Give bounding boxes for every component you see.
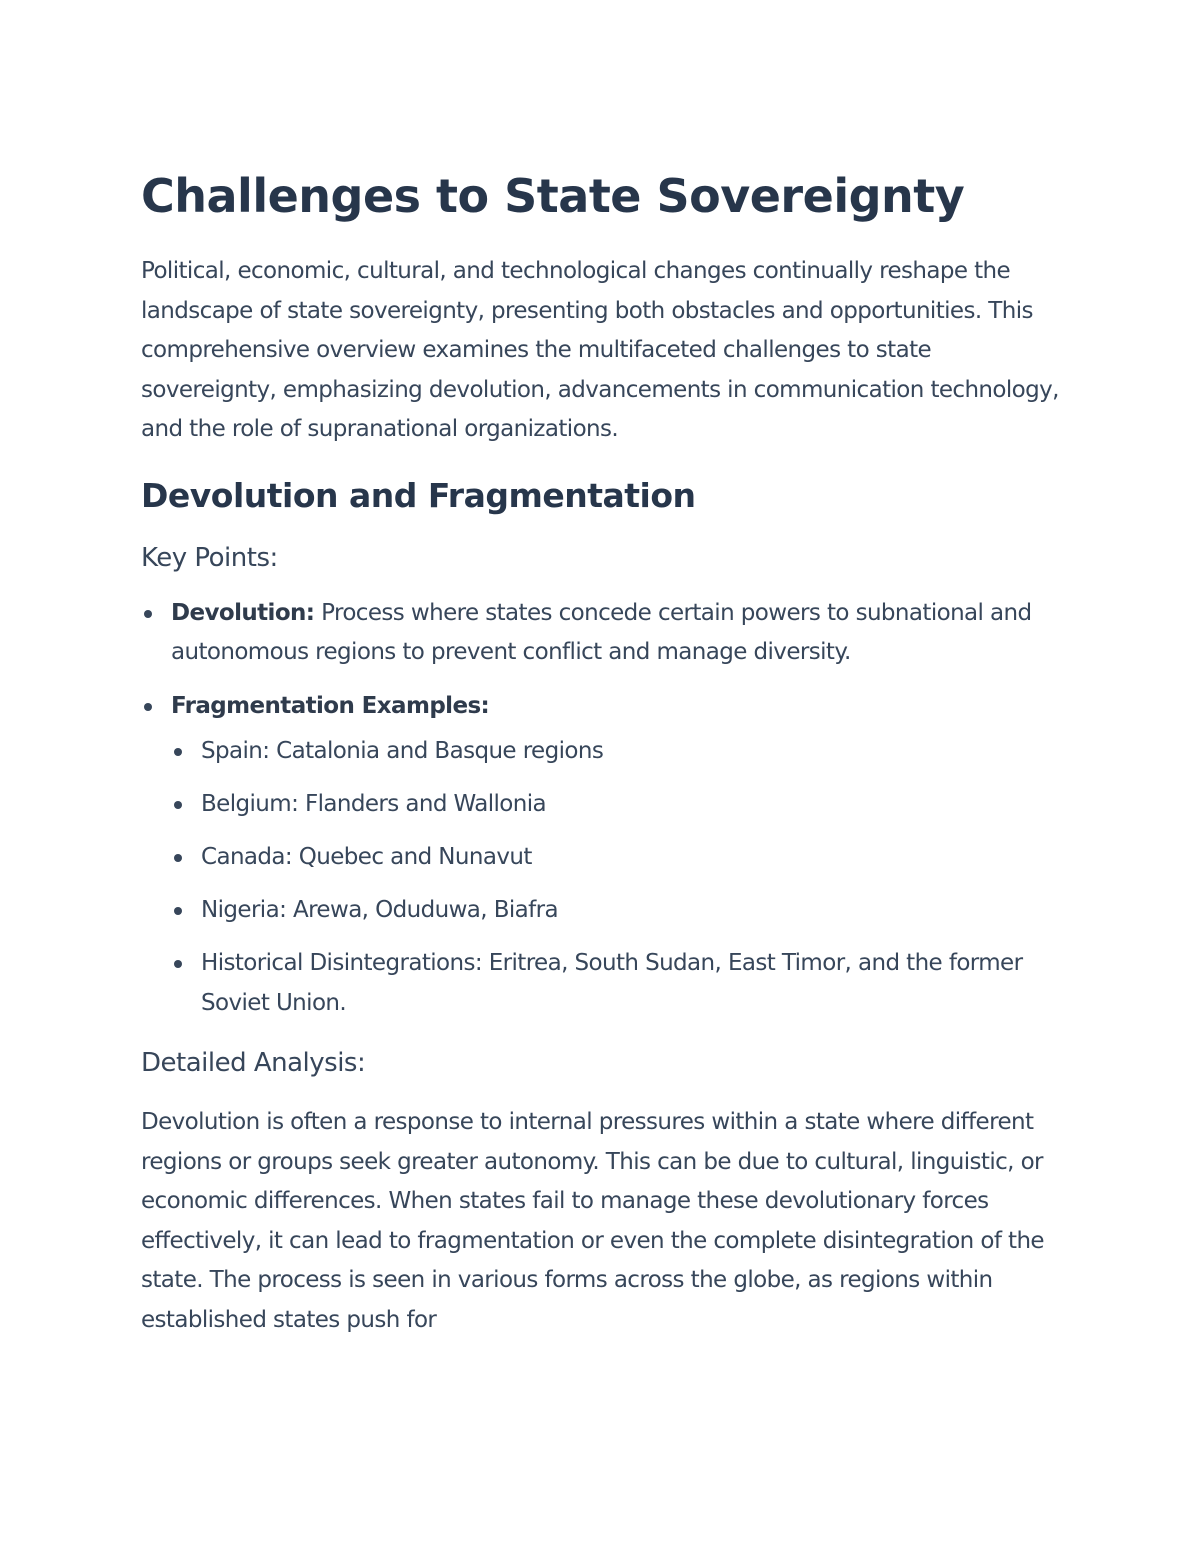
term-fragmentation-examples: Fragmentation Examples: (171, 692, 490, 719)
example-nigeria: Nigeria: Arewa, Oduduwa, Biafra (201, 897, 559, 923)
example-spain: Spain: Catalonia and Basque regions (201, 738, 604, 764)
bullet-icon (174, 960, 182, 968)
analysis-paragraph: Devolution is often a response to internal pressures within a state where different regions or groups seek greater autonomy. This can be due to cultural, linguistic, or economic differences. When states fail to manage these devolutionary forces effectively, it can lead to fragmentation or even the complete disintegration of the state. The process is seen in various forms across the globe, as regions within established states push for (141, 1109, 1044, 1333)
example-canada: Canada: Quebec and Nunavut (201, 844, 532, 870)
page-title: Challenges to State Sovereignty (141, 169, 965, 223)
list-item (171, 785, 1066, 825)
section-heading-devolution: Devolution and Fragmentation (141, 475, 696, 515)
devolution-definition: Process where states concede certain powers to subnational and autonomous regions to prevent conflict and manage diversity. (171, 599, 1032, 665)
bullet-icon (174, 854, 182, 862)
document-page (141, 168, 1066, 1340)
key-points-list (141, 594, 1066, 1024)
list-item-devolution (141, 594, 1066, 673)
bullet-icon (144, 610, 152, 618)
list-item (171, 838, 1066, 878)
example-historical: Historical Disintegrations: Eritrea, South Sudan, East Timor, and the former Soviet Union. (201, 950, 1023, 1016)
list-item (171, 732, 1066, 772)
term-devolution: Devolution: (171, 599, 315, 626)
intro-paragraph: Political, economic, cultural, and technological changes continually reshape the landscape of state sovereignty, presenting both obstacles and opportunities. This comprehensive overview examines the multifaceted challenges to state sovereignty, emphasizing devolution, advancements in communication technology, and the role of supranational organizations. (141, 258, 1059, 442)
bullet-icon (144, 703, 152, 711)
bullet-icon (174, 907, 182, 915)
fragmentation-examples-list (171, 732, 1066, 1023)
key-points-heading: Key Points: (141, 542, 278, 573)
bullet-icon (174, 801, 182, 809)
list-item-fragmentation (141, 687, 1066, 1024)
list-item (171, 944, 1066, 1023)
bullet-icon (174, 748, 182, 756)
list-item (171, 891, 1066, 931)
detailed-analysis-heading: Detailed Analysis: (141, 1048, 366, 1078)
example-belgium: Belgium: Flanders and Wallonia (201, 791, 547, 817)
